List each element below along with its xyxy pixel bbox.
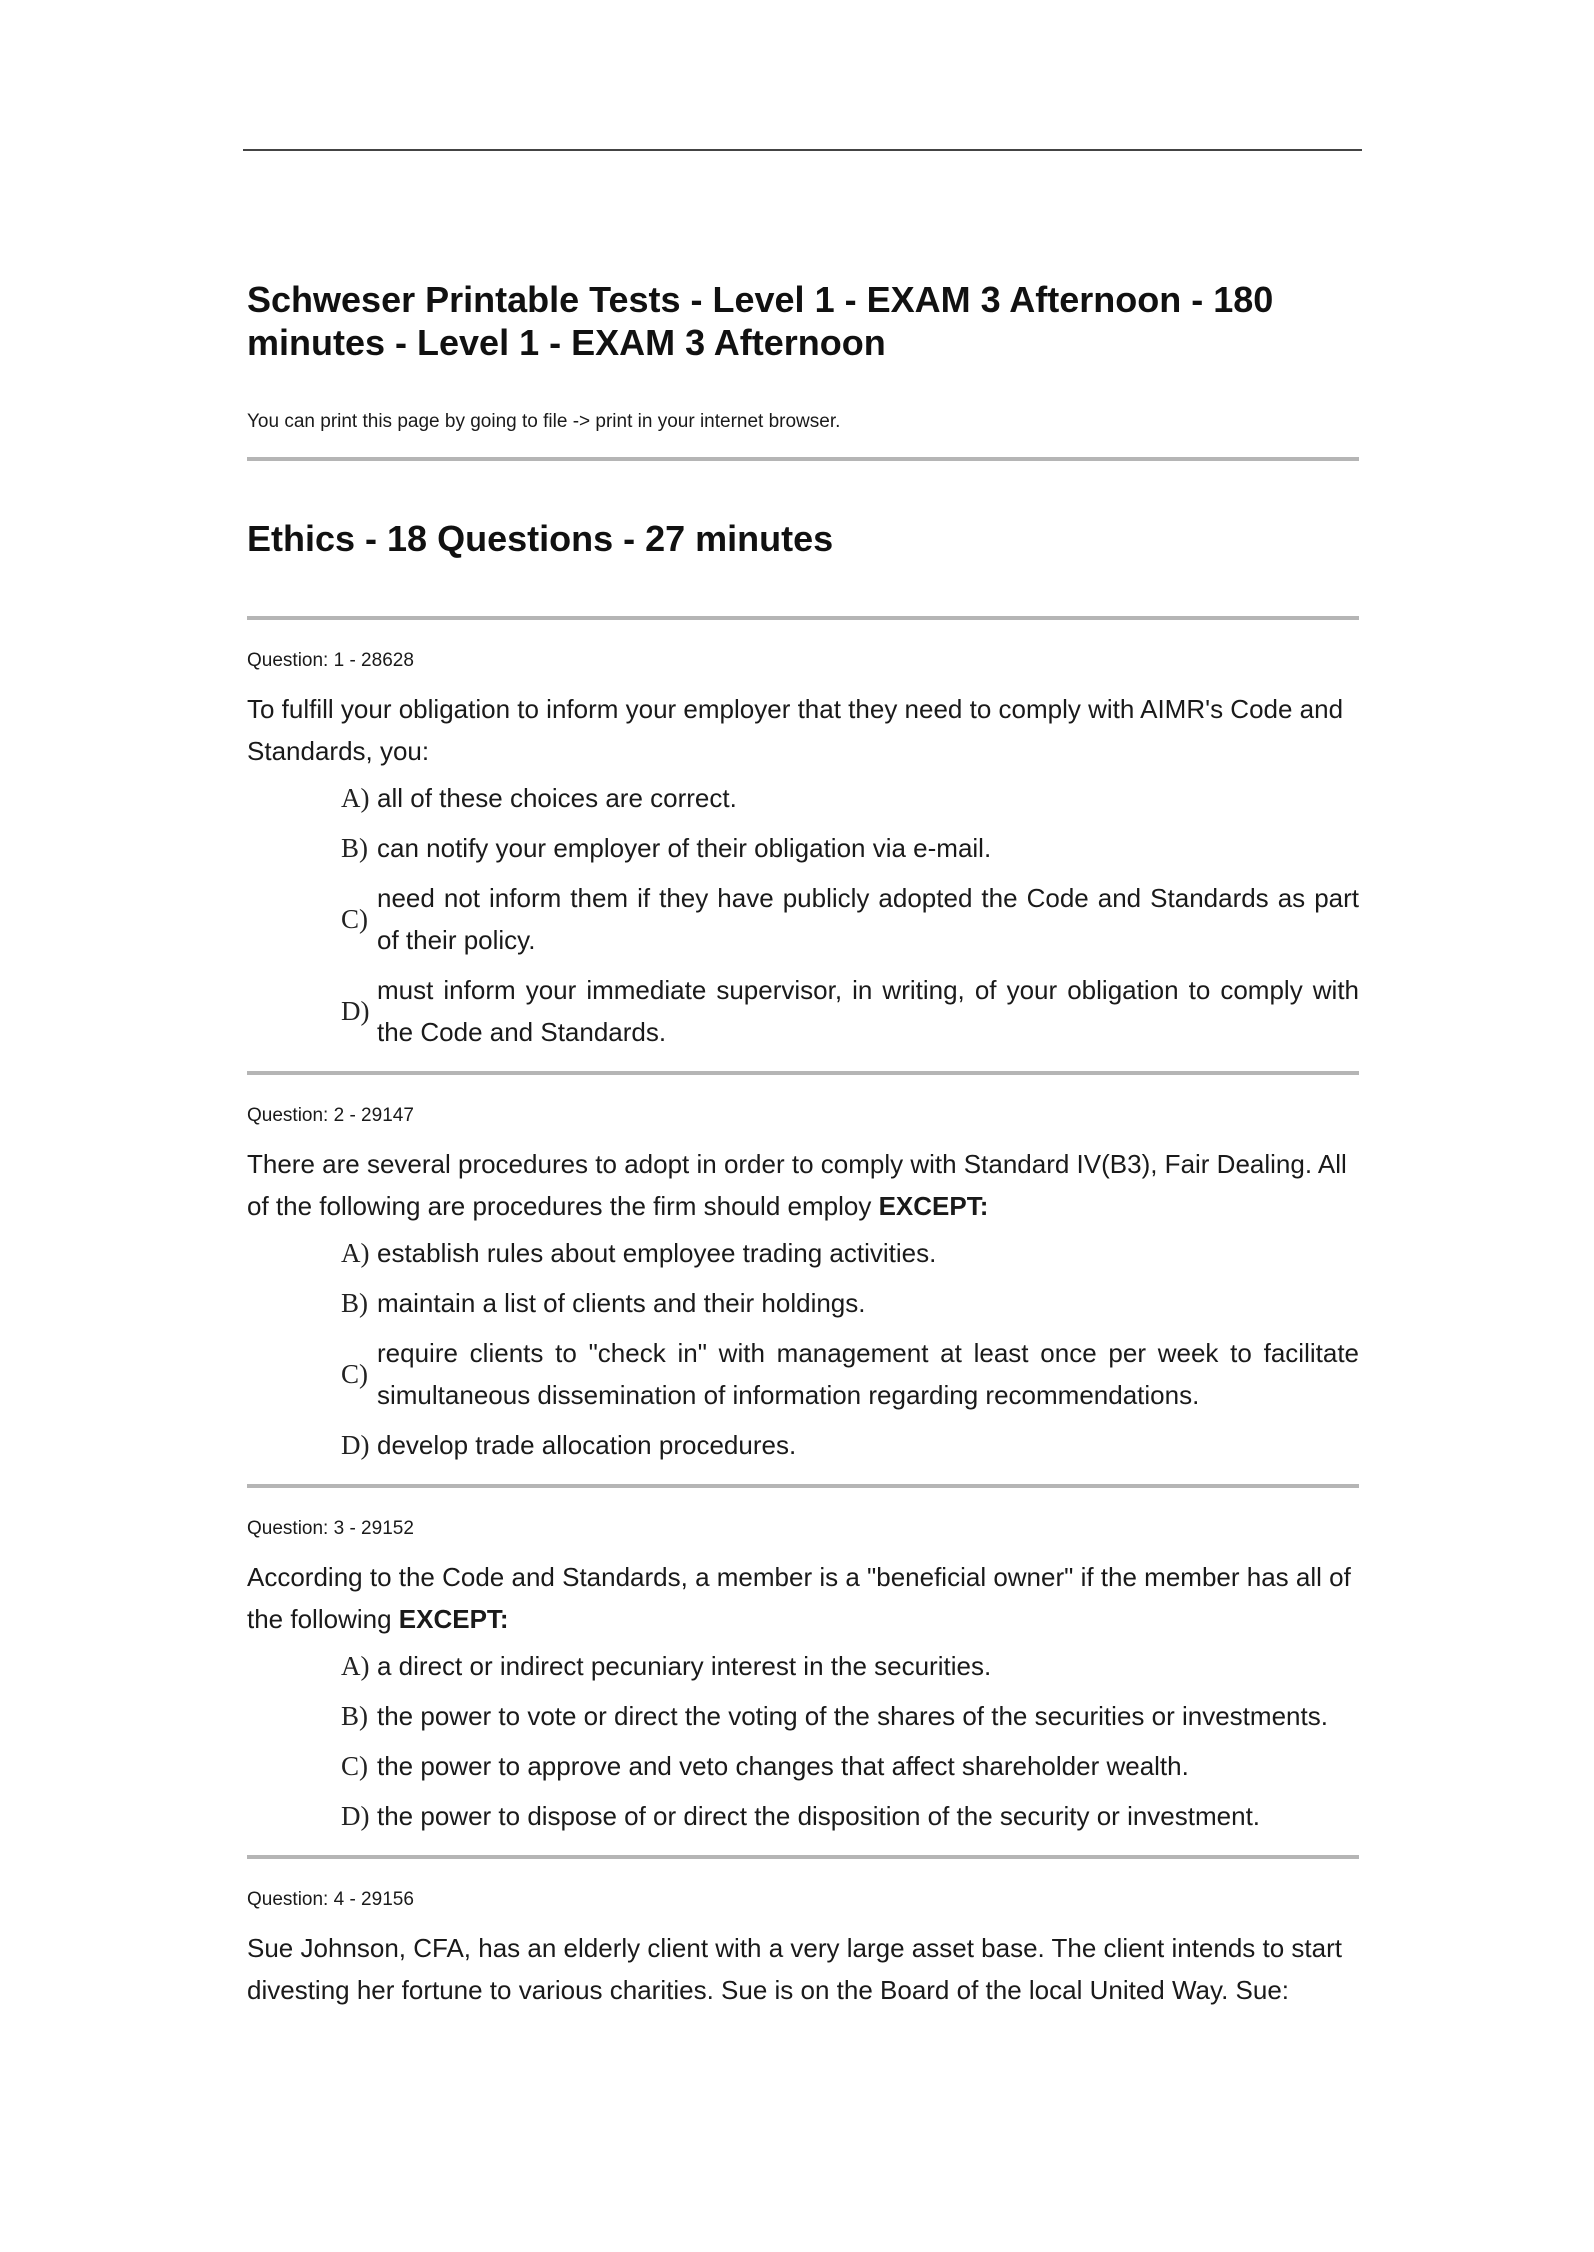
question-4 [247, 1889, 1359, 2011]
option-text: maintain a list of clients and their holdings. [377, 1288, 866, 1318]
option-text: need not inform them if they have publicly adopted the Code and Standards as part of their policy. [377, 883, 1359, 955]
question-stem: There are several procedures to adopt in order to comply with Standard IV(B3), Fair Dealing. All of the following are procedures the firm should employ [247, 1149, 1347, 1221]
option-text: the power to approve and veto changes that affect shareholder wealth. [377, 1751, 1189, 1781]
question-id: Question: 2 - 29147 [247, 1105, 414, 1126]
option-letter: B) [341, 832, 368, 863]
option-text: can notify your employer of their obligation via e-mail. [377, 833, 992, 863]
content [247, 278, 1359, 2011]
option-letter: D) [341, 1800, 370, 1831]
answer-option-b[interactable] [341, 827, 1359, 869]
question-stem: Sue Johnson, CFA, has an elderly client with a very large asset base. The client intends to start divesting her fortune to various charities. Sue is on the Board of the local United Way. Sue: [247, 1933, 1342, 2005]
option-letter: C) [341, 903, 368, 934]
top-rule [243, 149, 1362, 151]
answer-option-a[interactable] [341, 777, 1359, 819]
answer-option-a[interactable] [341, 1232, 1359, 1274]
answer-option-c[interactable] [341, 1332, 1359, 1416]
option-letter: B) [341, 1700, 368, 1731]
question-3 [247, 1518, 1359, 1859]
divider [247, 1484, 1359, 1488]
option-letter: A) [341, 782, 370, 813]
option-text: establish rules about employee trading activities. [377, 1238, 937, 1268]
option-letter: D) [341, 995, 370, 1026]
divider [247, 457, 1359, 461]
answer-option-c[interactable] [341, 1745, 1359, 1787]
answer-options [247, 1232, 1359, 1466]
question-id: Question: 4 - 29156 [247, 1889, 414, 1910]
option-letter: C) [341, 1358, 368, 1389]
option-text: develop trade allocation procedures. [377, 1430, 797, 1460]
divider [247, 616, 1359, 620]
divider [247, 1071, 1359, 1075]
option-letter: D) [341, 1429, 370, 1460]
question-stem: According to the Code and Standards, a member is a "beneficial owner" if the member has all of the following [247, 1562, 1351, 1634]
question-text [247, 1556, 1359, 1640]
answer-option-b[interactable] [341, 1695, 1359, 1737]
answer-option-a[interactable] [341, 1645, 1359, 1687]
question-emphasis: EXCEPT: [398, 1604, 509, 1634]
question-1 [247, 650, 1359, 1075]
option-letter: A) [341, 1237, 370, 1268]
question-id: Question: 3 - 29152 [247, 1518, 414, 1539]
print-note: You can print this page by going to file -> print in your internet browser. [247, 411, 841, 432]
answer-options [247, 777, 1359, 1053]
page-title: Schweser Printable Tests - Level 1 - EXAM 3 Afternoon - 180 minutes - Level 1 - EXAM 3 Afternoon [247, 279, 1274, 363]
question-text [247, 1927, 1359, 2011]
question-text [247, 688, 1359, 772]
answer-option-b[interactable] [341, 1282, 1359, 1324]
question-text [247, 1143, 1359, 1227]
question-emphasis: EXCEPT: [878, 1191, 989, 1221]
option-text: require clients to "check in" with management at least once per week to facilitate simultaneous dissemination of information regarding recommendations. [377, 1338, 1359, 1410]
option-text: must inform your immediate supervisor, in writing, of your obligation to comply with the Code and Standards. [377, 975, 1359, 1047]
option-letter: C) [341, 1750, 368, 1781]
answer-option-d[interactable] [341, 969, 1359, 1053]
question-id: Question: 1 - 28628 [247, 650, 414, 671]
answer-option-d[interactable] [341, 1795, 1359, 1837]
divider [247, 1855, 1359, 1859]
section-title: Ethics - 18 Questions - 27 minutes [247, 518, 834, 559]
option-letter: A) [341, 1650, 370, 1681]
option-text: the power to vote or direct the voting of the shares of the securities or investments. [377, 1701, 1328, 1731]
option-text: the power to dispose of or direct the disposition of the security or investment. [377, 1801, 1261, 1831]
option-text: a direct or indirect pecuniary interest in the securities. [377, 1651, 992, 1681]
option-letter: B) [341, 1287, 368, 1318]
answer-option-c[interactable] [341, 877, 1359, 961]
question-stem: To fulfill your obligation to inform your employer that they need to comply with AIMR's Code and Standards, you: [247, 694, 1344, 766]
answer-option-d[interactable] [341, 1424, 1359, 1466]
option-text: all of these choices are correct. [377, 783, 737, 813]
answer-options [247, 1645, 1359, 1837]
question-2 [247, 1105, 1359, 1488]
